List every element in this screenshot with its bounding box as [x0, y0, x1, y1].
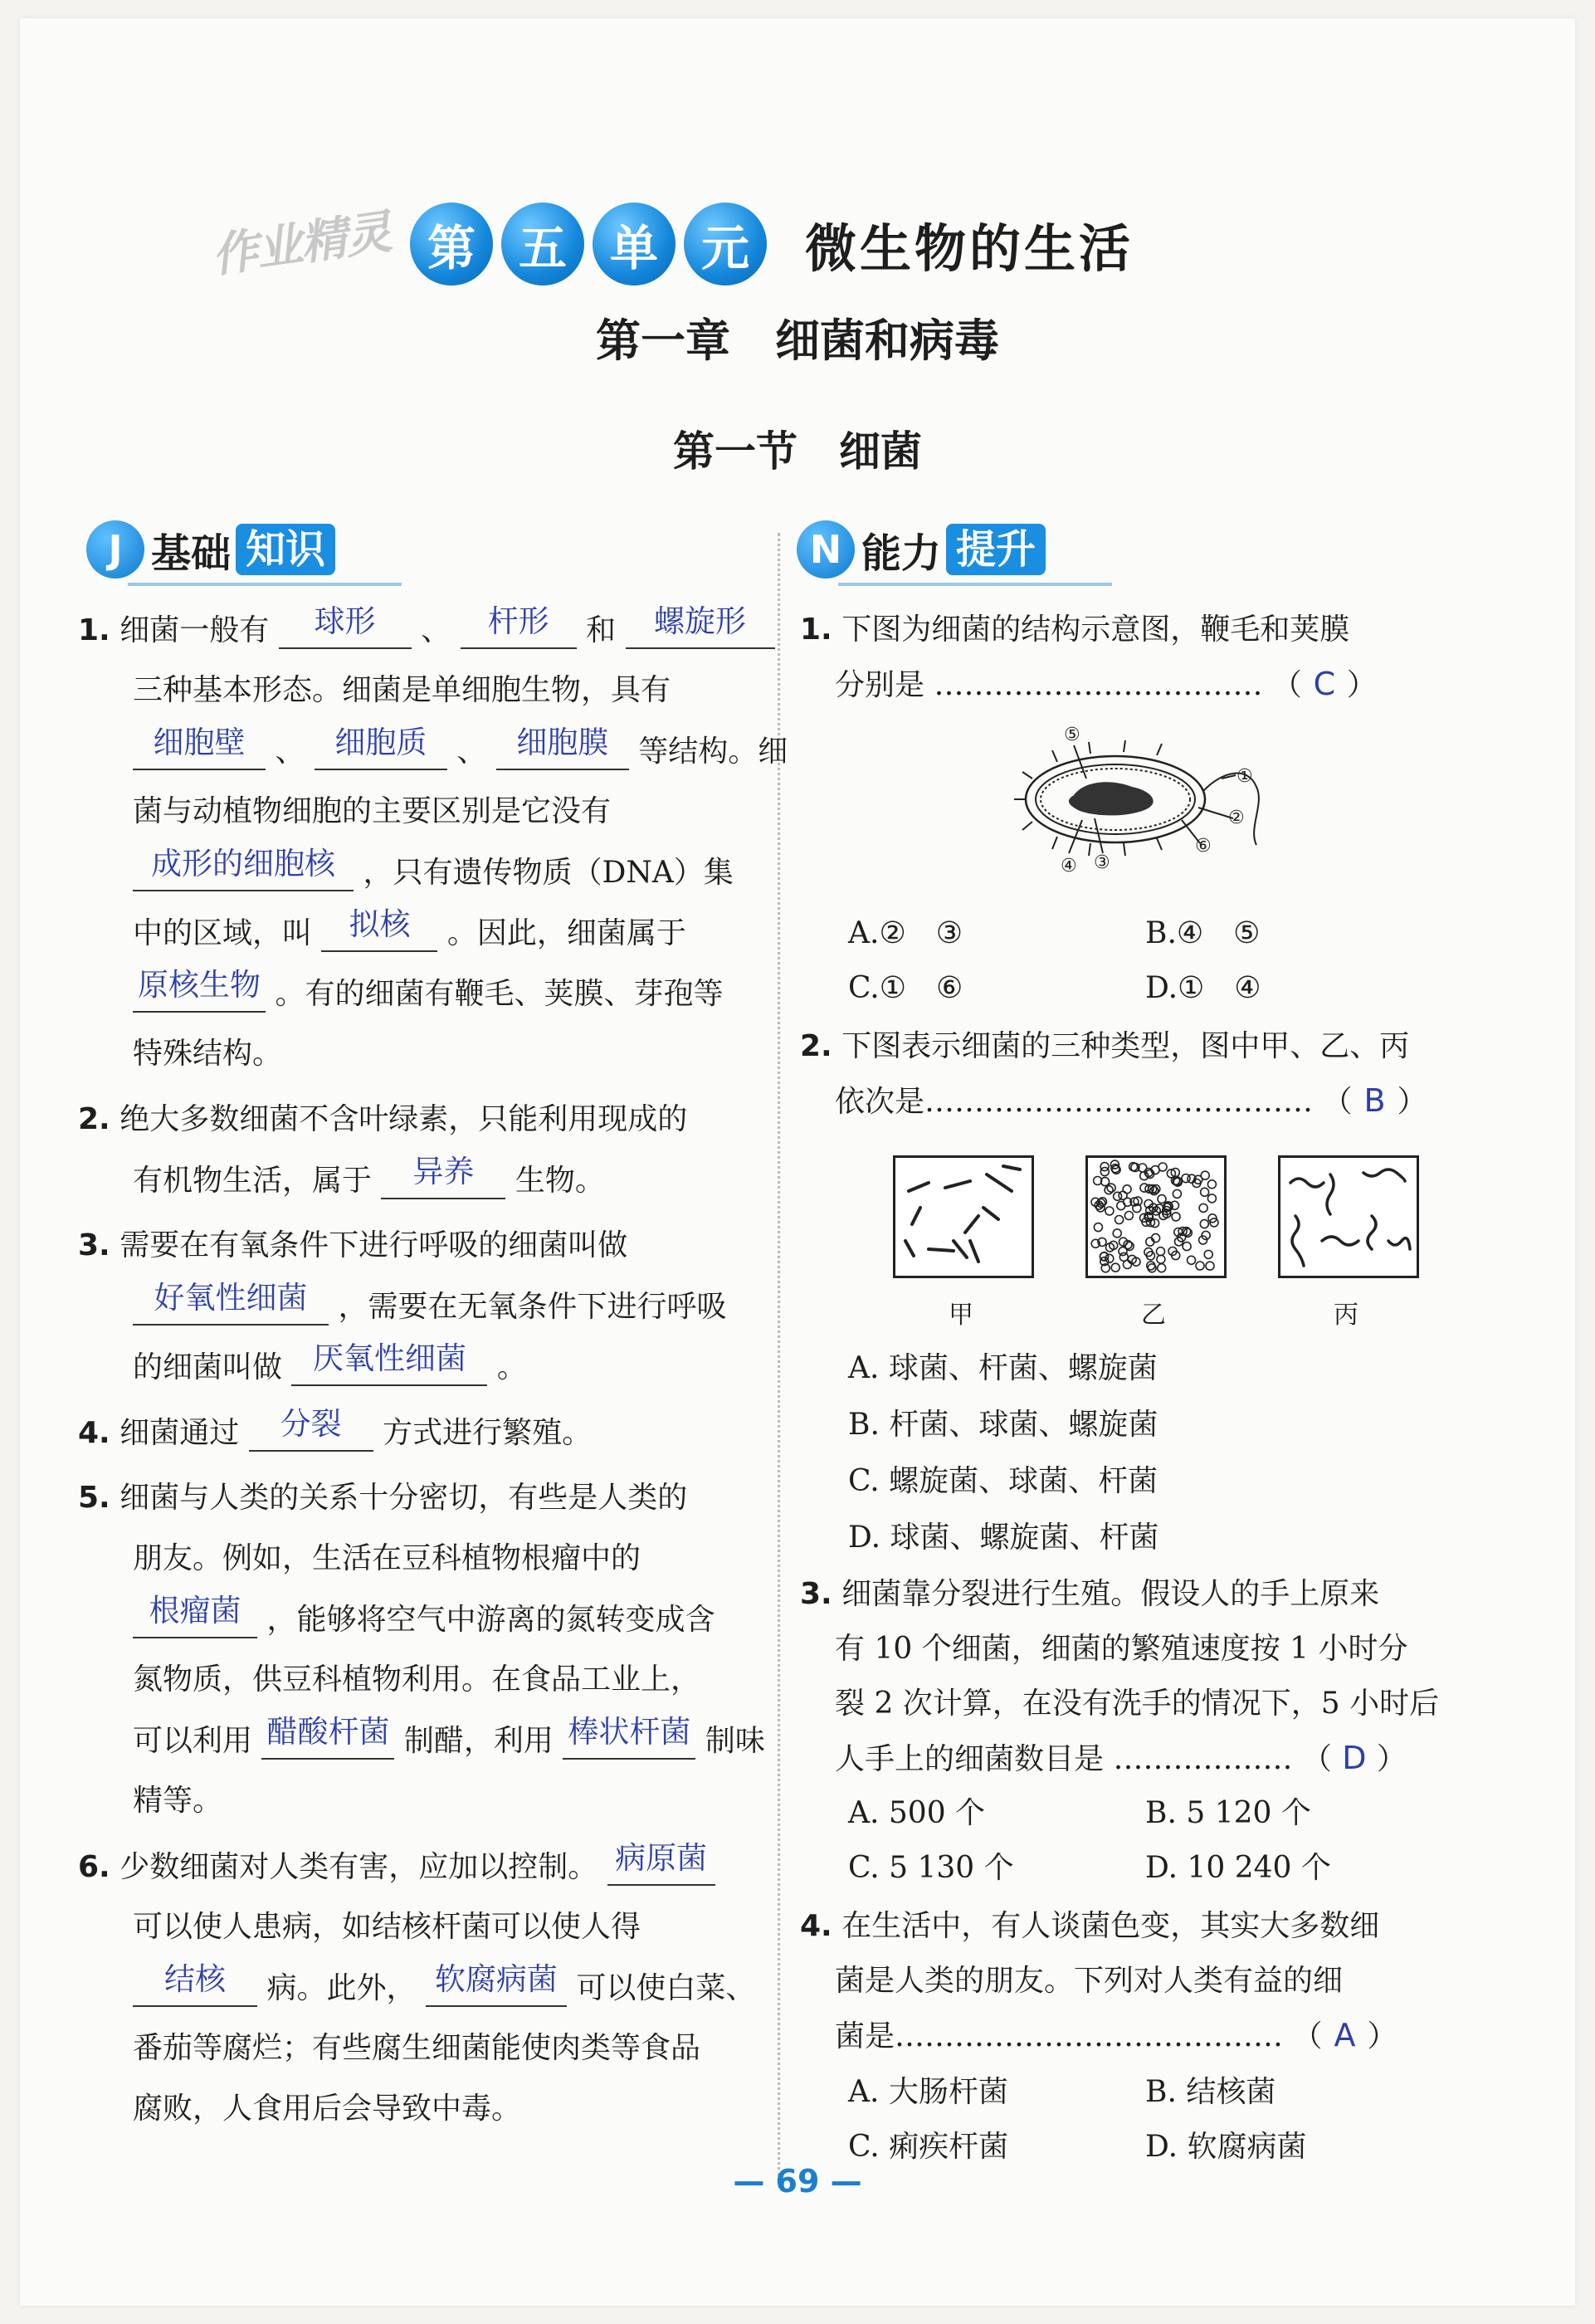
question-6-line-2: 可以使人患病，如结核杆菌可以使人得: [133, 1910, 641, 1944]
coccus-cell: [1119, 1247, 1127, 1256]
question-text: 可以使白菜、: [576, 1971, 756, 2005]
question-number: 4.: [78, 1416, 110, 1450]
handwritten-answer: 成形的细胞核: [151, 846, 335, 881]
coccus-cell: [1115, 1216, 1124, 1224]
coccus-cell: [1157, 1247, 1165, 1256]
handwritten-answer: 病原菌: [615, 1840, 708, 1876]
bacilli-drawing: [895, 1158, 1032, 1276]
question-text: 。因此，细菌属于: [446, 916, 686, 950]
label-bing: 丙: [1334, 1301, 1358, 1330]
choice-answer[interactable]: D: [1342, 1740, 1367, 1776]
coccus-cell: [1172, 1213, 1180, 1221]
question-6-line-1: [78, 1836, 715, 1897]
chapter-title: 第一章 细菌和病毒: [596, 315, 999, 367]
question-6-line-5: 腐败，人食用后会导致中毒。: [133, 2092, 522, 2126]
coccus-cell: [1173, 1189, 1181, 1198]
coccus-cell: [1111, 1263, 1119, 1272]
mc-question-3-line-2: 有 10 个细菌，细菌的繁殖速度按 1 小时分: [835, 1632, 1408, 1666]
question-text: 病。此外，: [266, 1971, 417, 2005]
question-text: 细菌靠分裂进行生殖。假设人的手上原来: [841, 1577, 1380, 1611]
coccus-cell: [1100, 1168, 1109, 1176]
ability-header: [797, 515, 1046, 584]
handwritten-answer: 球形: [314, 603, 376, 639]
question-6-line-3: [133, 1957, 755, 2018]
question-1-line-3: [133, 720, 788, 781]
question-5-line-2: 朋友。例如，生活在豆科植物根瘤中的: [133, 1541, 641, 1575]
handwritten-answer: 分裂: [280, 1406, 342, 1442]
question-3-line-2: [133, 1276, 726, 1336]
question-1-line-6: [133, 902, 686, 963]
handwritten-answer: 原核生物: [138, 967, 261, 1003]
ability-column: [800, 599, 1547, 2164]
question-2-line-1: [78, 1089, 687, 1150]
section-title: 第一节 细菌: [673, 427, 922, 476]
spirilla-drawing: [1280, 1158, 1417, 1276]
option-a[interactable]: A.② ③: [848, 916, 963, 950]
option-b[interactable]: B. 5 120 个: [1145, 1796, 1311, 1830]
unit-badge-1: 第: [410, 203, 493, 286]
question-5-line-3: [133, 1589, 715, 1649]
question-text: 少数细菌对人类有害，应加以控制。: [120, 1850, 598, 1884]
question-text: 细菌通过: [120, 1416, 240, 1450]
choice-answer[interactable]: B: [1363, 1082, 1386, 1119]
page-number: — 69 —: [733, 2163, 862, 2200]
question-text: 方式进行繁殖。: [383, 1416, 593, 1450]
question-number: 5.: [78, 1481, 110, 1515]
question-text: ，需要在无氧条件下进行呼吸: [338, 1290, 727, 1324]
handwritten-answer: 拟核: [349, 906, 411, 942]
mc-question-2-line-2: 依次是………………………………… （ B ）: [835, 1071, 1427, 1131]
answer-blank[interactable]: [496, 720, 629, 770]
answer-blank[interactable]: [321, 902, 437, 952]
coccus-bacteria-image: [1085, 1155, 1227, 1278]
cocci-drawing: [1088, 1158, 1224, 1276]
answer-blank[interactable]: [133, 1589, 257, 1638]
coccus-cell: [1105, 1186, 1113, 1194]
question-text: 细菌与人类的关系十分密切，有些是人类的: [120, 1481, 688, 1515]
question-text: ，能够将空气中游离的氮转变成含: [266, 1603, 715, 1637]
coccus-cell: [1201, 1171, 1209, 1179]
question-text: 依次是…………………………………: [835, 1085, 1314, 1119]
ability-header-underline: [838, 583, 1112, 586]
question-text: 、: [421, 613, 451, 647]
option-b[interactable]: B. 杆菌、球菌、螺旋菌: [848, 1408, 1158, 1442]
question-number: 1.: [78, 613, 110, 647]
option-d[interactable]: D. 球菌、螺旋菌、杆菌: [848, 1521, 1159, 1555]
coccus-cell: [1183, 1243, 1191, 1251]
watermark-logo: 作业精灵: [208, 205, 394, 284]
page-number-value: 69: [775, 2163, 820, 2200]
coccus-cell: [1207, 1194, 1216, 1203]
question-text: 、: [275, 735, 305, 769]
question-text: 生物。: [515, 1164, 605, 1198]
question-number: 4.: [800, 1909, 832, 1943]
mc-question-3-line-1: [800, 1564, 1379, 1624]
basic-badge-icon: J: [86, 520, 144, 579]
question-number: 2.: [800, 1029, 832, 1063]
question-4-line-1: [78, 1402, 592, 1462]
unit-badge-2: 五: [501, 203, 584, 286]
option-a[interactable]: A. 大肠杆菌: [848, 2075, 1008, 2109]
answer-blank[interactable]: [261, 1710, 394, 1760]
option-a[interactable]: A. 500 个: [848, 1796, 986, 1830]
question-6-line-4: 番茄等腐烂；有些腐生细菌能使肉类等食品: [133, 2031, 701, 2065]
question-text: 下图表示细菌的三种类型，图中甲、乙、丙: [841, 1029, 1410, 1063]
ability-title-part2: 提升: [946, 524, 1046, 575]
question-text: 下图为细菌的结构示意图，鞭毛和荚膜: [841, 613, 1350, 647]
unit-badge-4: 元: [684, 203, 767, 286]
question-number: 3.: [78, 1228, 110, 1262]
question-5-line-4: 氮物质，供豆科植物利用。在食品工业上，: [133, 1662, 701, 1697]
coccus-cell: [1188, 1256, 1196, 1264]
answer-blank[interactable]: [249, 1402, 373, 1452]
coccus-cell: [1157, 1255, 1165, 1263]
question-text: 制味: [705, 1724, 765, 1758]
answer-blank[interactable]: [291, 1336, 487, 1386]
question-1-line-1: [78, 599, 775, 660]
question-text: 可以利用: [133, 1724, 253, 1758]
answer-blank[interactable]: [626, 599, 775, 649]
option-a[interactable]: A. 球菌、杆菌、螺旋菌: [848, 1351, 1158, 1385]
question-3-line-1: [78, 1215, 627, 1276]
question-5-line-5: [133, 1710, 765, 1770]
answer-blank[interactable]: [133, 842, 354, 891]
ability-title-part1: 能力: [861, 530, 942, 577]
question-1-line-8: 特殊结构。: [133, 1037, 283, 1071]
mc-question-4-line-2: 菌是人类的朋友。下列对人类有益的细: [835, 1964, 1344, 1998]
coccus-cell: [1201, 1188, 1209, 1196]
question-1-line-7: [133, 963, 723, 1023]
label-yi: 乙: [1141, 1301, 1166, 1330]
coccus-cell: [1140, 1184, 1149, 1192]
handwritten-answer: 好氧性细菌: [154, 1280, 308, 1316]
handwritten-answer: 异养: [412, 1154, 475, 1189]
basic-title-part2: 知识: [236, 524, 335, 575]
unit-badge-3: 单: [593, 203, 676, 286]
option-d[interactable]: D. 10 240 个: [1145, 1851, 1331, 1885]
label-1: ①: [1236, 766, 1253, 787]
worksheet-page: [20, 18, 1575, 2306]
mc-question-2-line-1: [800, 1016, 1409, 1077]
answer-blank[interactable]: [563, 1710, 695, 1760]
option-c[interactable]: C.① ⑥: [848, 971, 963, 1005]
handwritten-answer: 厌氧性细菌: [312, 1340, 466, 1376]
coccus-cell: [1105, 1207, 1114, 1215]
handwritten-answer: 根瘤菌: [149, 1593, 241, 1628]
coccus-cell: [1124, 1261, 1132, 1269]
choice-answer[interactable]: C: [1313, 666, 1336, 702]
coccus-cell: [1196, 1262, 1204, 1270]
ability-badge-icon: N: [797, 520, 855, 579]
answer-blank[interactable]: [133, 1957, 257, 2007]
coccus-cell: [1094, 1223, 1102, 1232]
answer-blank[interactable]: [133, 720, 266, 770]
handwritten-answer: 细胞膜: [516, 725, 609, 760]
question-1-line-5: [133, 842, 734, 902]
mc-question-1-line-1: [800, 599, 1349, 660]
question-text: 有机物生活，属于: [133, 1164, 373, 1198]
question-1-line-4: 菌与动植物细胞的主要区别是它没有: [133, 794, 612, 828]
coccus-cell: [1207, 1180, 1216, 1189]
question-text: 等结构。细: [638, 735, 788, 769]
label-2: ②: [1228, 808, 1245, 828]
mc-question-1-line-2: 分别是 …………………………… （ C ）: [835, 654, 1377, 715]
bacterium-structure-diagram: [1007, 720, 1281, 878]
basic-title-part1: 基础: [151, 530, 232, 577]
handwritten-answer: 棒状杆菌: [568, 1714, 691, 1750]
mc-question-3-line-3: 裂 2 次计算，在没有洗手的情况下，5 小时后: [835, 1687, 1440, 1721]
question-5-line-1: [78, 1467, 687, 1528]
question-text: 中的区域，叫: [133, 916, 313, 950]
basic-knowledge-column: [78, 599, 788, 2160]
label-jia: 甲: [949, 1301, 973, 1330]
coccus-cell: [1204, 1250, 1212, 1258]
label-4: ④: [1061, 856, 1077, 876]
option-c[interactable]: C. 5 130 个: [848, 1851, 1014, 1885]
question-text: 和: [586, 613, 617, 647]
answer-blank[interactable]: [461, 599, 577, 649]
answer-blank[interactable]: [381, 1150, 505, 1199]
answer-blank[interactable]: [133, 963, 266, 1013]
option-b[interactable]: B.④ ⑤: [1145, 916, 1261, 950]
question-number: 2.: [78, 1102, 110, 1136]
question-1-line-2: 三种基本形态。细菌是单细胞生物，具有: [133, 673, 671, 707]
basic-knowledge-header: [86, 515, 335, 584]
answer-blank[interactable]: [133, 1276, 329, 1326]
coccus-cell: [1206, 1262, 1214, 1270]
question-text: ，只有遗传物质（DNA）集: [363, 856, 734, 890]
answer-blank[interactable]: [607, 1836, 715, 1886]
question-2-line-2: [133, 1150, 605, 1210]
handwritten-answer: 螺旋形: [654, 603, 746, 639]
label-3: ③: [1094, 852, 1110, 873]
coccus-cell: [1124, 1212, 1133, 1220]
handwritten-answer: 杆形: [487, 603, 549, 639]
option-d[interactable]: D. 软腐病菌: [1145, 2130, 1307, 2164]
unit-header: [410, 203, 1134, 286]
question-5-line-6: 精等。: [133, 1784, 223, 1818]
choice-answer[interactable]: A: [1334, 2017, 1356, 2053]
answer-blank[interactable]: [426, 1957, 567, 2007]
question-text: 绝大多数细菌不含叶绿素，只能利用现成的: [120, 1102, 688, 1136]
question-text: 的细菌叫做: [133, 1350, 283, 1384]
handwritten-answer: 软腐病菌: [434, 1961, 558, 1997]
option-d[interactable]: D.① ④: [1145, 971, 1261, 1005]
mc-question-4-line-3: 菌是………………………………… （ A ）: [835, 2005, 1397, 2066]
question-text: 菌是…………………………………: [835, 2019, 1283, 2053]
question-text: 在生活中，有人谈菌色变，其实大多数细: [841, 1909, 1380, 1943]
handwritten-answer: 结核: [164, 1961, 226, 1997]
option-c[interactable]: C. 螺旋菌、球菌、杆菌: [848, 1464, 1158, 1498]
question-text: 制醋，利用: [403, 1724, 554, 1758]
answer-blank[interactable]: [279, 599, 412, 649]
rod-bacteria-image: [893, 1155, 1034, 1278]
question-number: 3.: [800, 1577, 832, 1611]
question-text: 、: [456, 735, 487, 769]
question-text: 细菌一般有: [120, 613, 270, 647]
option-c[interactable]: C. 痢疾杆菌: [848, 2130, 1009, 2164]
question-text: 分别是 ……………………………: [835, 668, 1263, 702]
handwritten-answer: 细胞壁: [153, 725, 246, 760]
spiral-bacteria-image: [1278, 1155, 1419, 1278]
coccus-cell: [1158, 1264, 1166, 1272]
question-text: 。: [496, 1350, 527, 1384]
question-text: 人手上的细菌数目是 ………………: [835, 1742, 1293, 1776]
coccus-cell: [1113, 1229, 1121, 1238]
question-number: 6.: [78, 1850, 110, 1884]
mc-question-3-line-4: 人手上的细菌数目是 ……………… （ D ）: [835, 1728, 1407, 1789]
handwritten-answer: 醋酸杆菌: [266, 1714, 390, 1750]
question-number: 1.: [800, 613, 832, 647]
coccus-cell: [1199, 1204, 1207, 1212]
unit-title: 微生物的生活: [805, 217, 1134, 279]
coccus-cell: [1200, 1220, 1208, 1228]
handwritten-answer: 细胞质: [334, 725, 427, 760]
question-3-line-3: [133, 1336, 527, 1397]
label-6: ⑥: [1195, 836, 1212, 857]
mc-question-4-line-1: [800, 1896, 1379, 1956]
question-text: 需要在有氧条件下进行呼吸的细菌叫做: [120, 1228, 628, 1262]
question-text: 。有的细菌有鞭毛、荚膜、芽孢等: [275, 977, 724, 1011]
coccus-cell: [1114, 1192, 1122, 1200]
label-5: ⑤: [1064, 725, 1080, 745]
answer-blank[interactable]: [315, 720, 447, 770]
nucleoid-dna: [1069, 782, 1154, 815]
coccus-cell: [1158, 1195, 1166, 1204]
basic-header-underline: [128, 583, 402, 586]
option-b[interactable]: B. 结核菌: [1145, 2075, 1276, 2109]
